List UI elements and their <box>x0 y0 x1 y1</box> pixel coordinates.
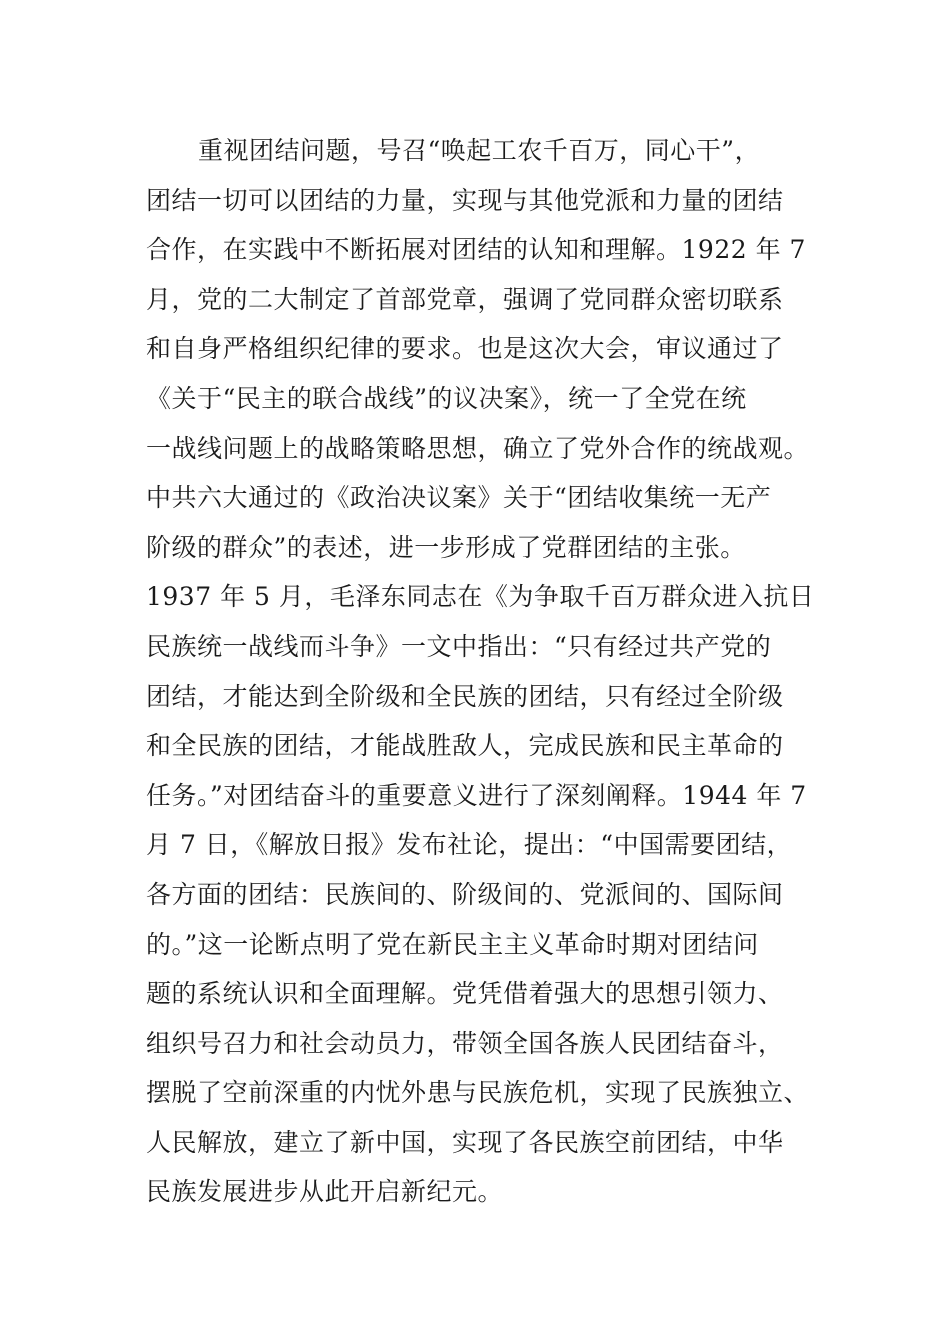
text-line: 组织号召力和社会动员力，带领全国各族人民团结奋斗， <box>146 1028 784 1058</box>
text-line: 题的系统认识和全面理解。党凭借着强大的思想引领力、 <box>146 979 784 1009</box>
text-line: 合作，在实践中不断拓展对团结的认知和理解。1922 年 7 <box>146 235 806 265</box>
text-line: 团结，才能达到全阶级和全民族的团结，只有经过全阶级 <box>146 681 784 711</box>
text-line: 和自身严格组织纪律的要求。也是这次大会，审议通过了 <box>146 334 784 364</box>
text-line: 民族统一战线而斗争》一文中指出：“只有经过共产党的 <box>146 631 772 661</box>
text-line: 阶级的群众”的表述，进一步形成了党群团结的主张。 <box>146 532 746 562</box>
text-line: 的。”这一论断点明了党在新民主主义革命时期对团结问 <box>146 929 759 959</box>
text-line: 人民解放，建立了新中国，实现了各民族空前团结，中华 <box>146 1127 784 1157</box>
text-line: 月 7 日，《解放日报》发布社论，提出：“中国需要团结， <box>146 830 793 860</box>
text-line: 摆脱了空前深重的内忧外患与民族危机，实现了民族独立、 <box>146 1078 810 1108</box>
text-line: 1937 年 5 月，毛泽东同志在《为争取千百万群众进入抗日 <box>146 582 815 612</box>
text-line: 民族发展进步从此开启新纪元。 <box>146 1177 504 1207</box>
text-line: 重视团结问题，号召“唤起工农千百万，同心干”， <box>198 136 761 165</box>
text-line: 各方面的团结：民族间的、阶级间的、党派间的、国际间 <box>146 879 784 909</box>
text-line: 月，党的二大制定了首部党章，强调了党同群众密切联系 <box>146 284 784 314</box>
text-line: 团结一切可以团结的力量，实现与其他党派和力量的团结 <box>146 185 784 215</box>
text-line: 和全民族的团结，才能战胜敌人，完成民族和民主革命的 <box>146 731 784 761</box>
body-paragraph <box>146 126 826 1217</box>
text-line: 任务。”对团结奋斗的重要意义进行了深刻阐释。1944 年 7 <box>146 780 807 810</box>
text-line: 《关于“民主的联合战线”的议决案》，统一了全党在统 <box>146 383 747 413</box>
text-line: 中共六大通过的《政治决议案》关于“团结收集统一无产 <box>146 483 772 513</box>
text-line: 一战线问题上的战略策略思想，确立了党外合作的统战观。 <box>146 433 810 463</box>
